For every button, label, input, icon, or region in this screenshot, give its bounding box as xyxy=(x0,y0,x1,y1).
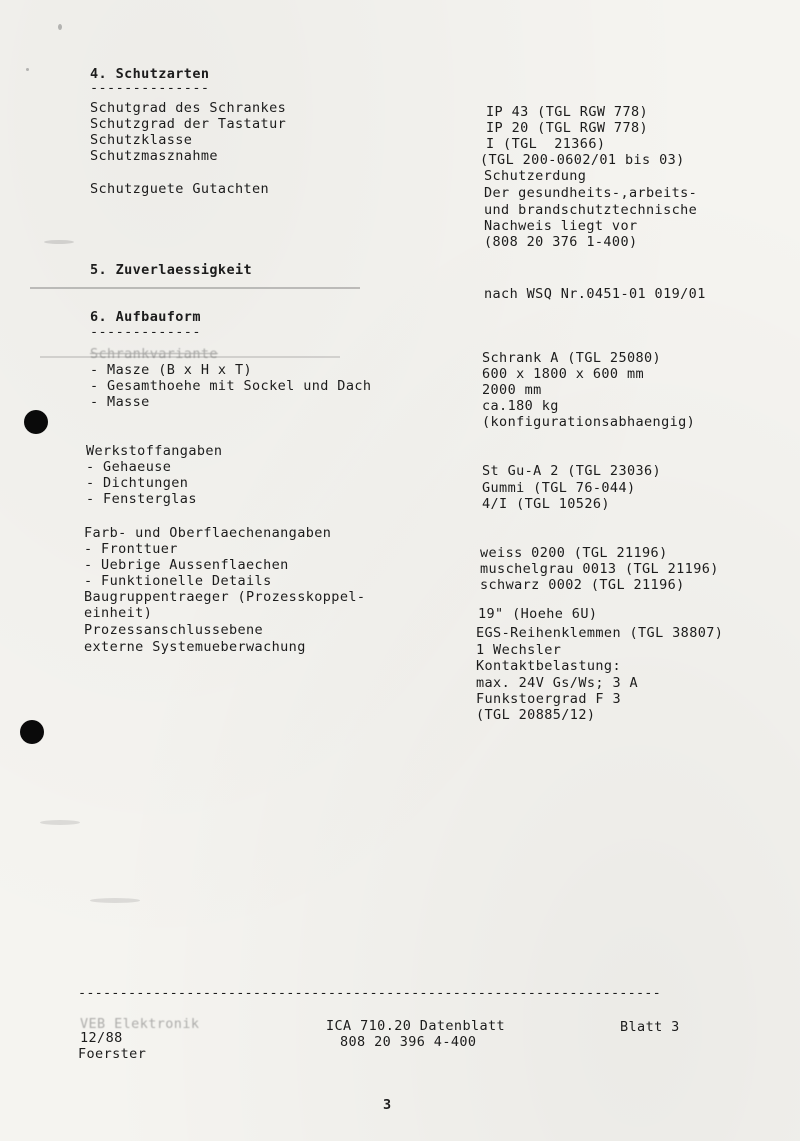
footer-issuer-smudged: VEB Elektronik xyxy=(80,1016,200,1032)
footer-sheet: Blatt 3 xyxy=(620,1019,680,1035)
label-baugruppentraeger-2: einheit) xyxy=(84,605,153,621)
value-zuverlaessigkeit: nach WSQ Nr.0451-01 019/01 xyxy=(484,286,706,302)
scan-speck xyxy=(26,68,29,71)
value-masse: ca.180 kg xyxy=(482,398,559,414)
value-schrankvariante: Schrank A (TGL 25080) xyxy=(482,350,662,366)
label-dichtungen: - Dichtungen xyxy=(86,475,189,491)
value-schutzerdung: Schutzerdung xyxy=(484,168,587,184)
value-baugruppentraeger: 19" (Hoehe 6U) xyxy=(478,606,598,622)
value-gutachten-1: Der gesundheits-,arbeits- xyxy=(484,185,698,201)
value-schutzgrad-schrank: IP 43 (TGL RGW 778) xyxy=(486,104,649,120)
label-gehaeuse: - Gehaeuse xyxy=(86,459,172,475)
section-title-aufbauform: 6. Aufbauform xyxy=(90,309,201,325)
label-funktionelle-details: - Funktionelle Details xyxy=(84,573,272,589)
value-extern-5: (TGL 20885/12) xyxy=(476,707,596,723)
value-gutachten-3: Nachweis liegt vor xyxy=(484,218,638,234)
value-fronttuer: weiss 0200 (TGL 21196) xyxy=(480,545,668,561)
value-prozessanschlussebene: EGS-Reihenklemmen (TGL 38807) xyxy=(476,625,724,641)
page-number: 3 xyxy=(383,1097,392,1113)
value-gehaeuse: St Gu-A 2 (TGL 23036) xyxy=(482,463,662,479)
punch-hole-bottom xyxy=(20,720,44,744)
footer-rule: ---------------------------------------------------------------------- xyxy=(78,985,661,1001)
section-underline: ------------- xyxy=(90,324,201,340)
scan-speck xyxy=(58,24,62,30)
value-gutachten-2: und brandschutztechnische xyxy=(484,202,698,218)
section-title-schutzarten: 4. Schutzarten xyxy=(90,66,210,82)
footer-doc-title: ICA 710.20 Datenblatt xyxy=(326,1018,506,1034)
label-werkstoffangaben: Werkstoffangaben xyxy=(86,443,223,459)
label-schutzmasznahme: Schutzmasznahme xyxy=(90,148,218,164)
label-masse: - Masse xyxy=(90,394,150,410)
footer-doc-number: 808 20 396 4-400 xyxy=(340,1034,477,1050)
label-schutzgrad-tastatur: Schutzgrad der Tastatur xyxy=(90,116,287,132)
punch-hole-top xyxy=(24,410,48,434)
scan-speck xyxy=(40,820,80,825)
section-underline: -------------- xyxy=(90,80,210,96)
label-systemueberwachung: externe Systemueberwachung xyxy=(84,639,306,655)
value-aussenflaechen: muschelgrau 0013 (TGL 21196) xyxy=(480,561,719,577)
label-aussenflaechen: - Uebrige Aussenflaechen xyxy=(84,557,289,573)
value-fensterglas: 4/I (TGL 10526) xyxy=(482,496,610,512)
label-schrankvariante: Schrankvariante xyxy=(90,346,218,362)
label-fensterglas: - Fensterglas xyxy=(86,491,197,507)
scan-artifact xyxy=(30,287,360,289)
footer-author: Foerster xyxy=(78,1046,147,1062)
label-fronttuer: - Fronttuer xyxy=(84,541,178,557)
value-masze: 600 x 1800 x 600 mm xyxy=(482,366,645,382)
value-extern-3: max. 24V Gs/Ws; 3 A xyxy=(476,675,639,691)
value-gutachten-4: (808 20 376 1-400) xyxy=(484,234,638,250)
value-extern-2: Kontaktbelastung: xyxy=(476,658,621,674)
scan-speck xyxy=(44,240,74,244)
value-dichtungen: Gummi (TGL 76-044) xyxy=(482,480,636,496)
footer-date: 12/88 xyxy=(80,1030,123,1046)
label-schutzklasse: Schutzklasse xyxy=(90,132,193,148)
label-farbangaben: Farb- und Oberflaechenangaben xyxy=(84,525,332,541)
label-schutzgrad-schrank: Schutgrad des Schrankes xyxy=(90,100,287,116)
value-extern-1: 1 Wechsler xyxy=(476,642,562,658)
value-masse-note: (konfigurationsabhaengig) xyxy=(482,414,696,430)
label-baugruppentraeger-1: Baugruppentraeger (Prozesskoppel- xyxy=(84,589,366,605)
value-schutzmasznahme: (TGL 200-0602/01 bis 03) xyxy=(480,152,685,168)
section-title-zuverlaessigkeit: 5. Zuverlaessigkeit xyxy=(90,262,253,278)
scan-speck xyxy=(90,898,140,903)
value-schutzgrad-tastatur: IP 20 (TGL RGW 778) xyxy=(486,120,649,136)
value-gesamthoehe: 2000 mm xyxy=(482,382,542,398)
label-masze: - Masze (B x H x T) xyxy=(90,362,253,378)
label-gesamthoehe: - Gesamthoehe mit Sockel und Dach xyxy=(90,378,372,394)
label-schutzguete-gutachten: Schutzguete Gutachten xyxy=(90,181,270,197)
value-funktionelle-details: schwarz 0002 (TGL 21196) xyxy=(480,577,685,593)
value-schutzklasse: I (TGL 21366) xyxy=(486,136,606,152)
label-prozessanschlussebene: Prozessanschlussebene xyxy=(84,622,264,638)
value-extern-4: Funkstoergrad F 3 xyxy=(476,691,621,707)
